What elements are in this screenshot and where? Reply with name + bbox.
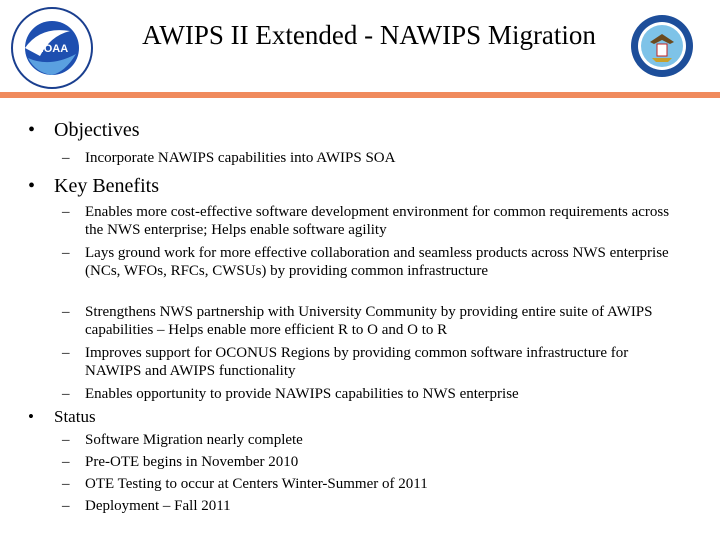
dash-icon: – [62,345,70,361]
dash-icon: – [62,476,70,492]
dash-icon: – [62,454,70,470]
dash-icon: – [62,150,70,166]
header-divider [0,92,720,98]
bullet-icon: • [28,119,36,141]
dash-icon: – [62,304,70,320]
list-item-text: Enables more cost-effective software development environment for common requirements across the NWS enterprise; Helps enable software agility [85,204,670,238]
dash-icon: – [62,432,70,448]
list-item-text: Incorporate NAWIPS capabilities into AWIPS SOA [85,150,396,166]
slide-title: AWIPS II Extended - NAWIPS Migration [142,20,596,50]
section-heading: Status [54,407,96,426]
list-item-text: Improves support for OCONUS Regions by providing common software infrastructure for NAWIPS and AWIPS functionality [85,345,629,379]
department-of-commerce-seal [630,14,694,78]
list-item-text: Deployment – Fall 2011 [85,498,231,514]
list-item-text: Software Migration nearly complete [85,432,303,448]
list-item-text: Lays ground work for more effective collaboration and seamless products across NWS enterprise (NCs, WFOs, RFCs, CWSUs) by providing common infrastructure [85,245,669,279]
section-heading: Objectives [54,119,140,141]
dash-icon: – [62,386,70,402]
list-item-text: Enables opportunity to provide NAWIPS capabilities to NWS enterprise [85,386,519,402]
list-item-text: Strengthens NWS partnership with University Community by providing entire suite of AWIPS capabilities – Helps enable more efficient R to O and O to R [85,304,653,338]
svg-text:NOAA: NOAA [35,43,69,55]
noaa-logo [10,6,94,90]
bullet-icon: • [28,175,36,197]
bullet-icon: • [28,407,34,426]
list-item-text: Pre-OTE begins in November 2010 [85,454,299,470]
list-item-text: OTE Testing to occur at Centers Winter-Summer of 2011 [85,476,428,492]
dash-icon: – [62,245,70,261]
dash-icon: – [62,498,70,514]
dash-icon: – [62,204,70,220]
slide-header [0,0,720,92]
section-heading: Key Benefits [54,175,159,197]
